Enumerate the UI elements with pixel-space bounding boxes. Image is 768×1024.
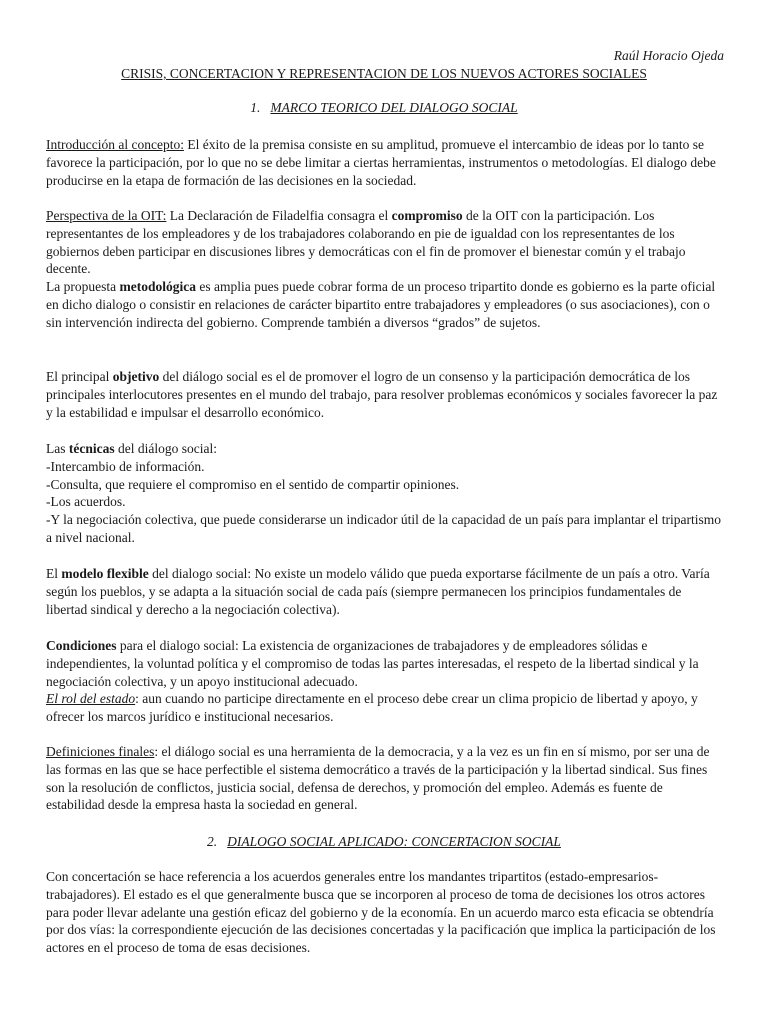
condiciones-text: para el dialogo social: La existencia de organizaciones de trabajadores y de empleadores sólidas e independientes, la voluntad política y el compromiso de todas las partes interesadas, el respeto de la libertad sindical y la negociación colectiva, y un apoyo institucional adecuado. — [46, 638, 699, 689]
definiciones-label: Definiciones finales — [46, 744, 155, 759]
section-1-title: MARCO TEORICO DEL DIALOGO SOCIAL — [270, 100, 518, 115]
concertacion-text: Con concertación se hace referencia a los acuerdos generales entre los mandantes tripartitos (estado-empresarios-trabajadores). El estado es el que generalmente busca que se incorporen al proceso de toma de decisiones los otros actores para poder llevar adelante una gestión eficaz del gobierno y de la economía. En un acuerdo marco esta eficacia se obtendría por dos vías: la correspondiente ejecución de las decisiones concertadas y la pacificación que implica la participación de los actores en el proceso de toma de esas decisiones. — [46, 869, 716, 956]
intro-paragraph — [46, 136, 722, 189]
modelo-text-a: El — [46, 566, 62, 581]
modelo-text-b: del dialogo social: No existe un modelo válido que pueda exportarse fácilmente de un país a otro. Varía según los pueblos, y se adapta a la situación social de cada país (siempre permanecen los principios fundamentales de libertad sindical y derecho a la negociación colectiva). — [46, 566, 710, 617]
condiciones-paragraph — [46, 637, 722, 726]
section-1-number: 1. — [250, 100, 261, 115]
objetivo-text-a: El principal — [46, 369, 113, 384]
tecnicas-item: -Y la negociación colectiva, que puede considerarse un indicador útil de la capacidad de un país para implantar el tripartismo a nivel nacional. — [46, 512, 721, 545]
tecnicas-text-a: Las — [46, 441, 69, 456]
oit-paragraph — [46, 207, 722, 332]
section-2-title: DIALOGO SOCIAL APLICADO: CONCERTACION SOCIAL — [227, 834, 561, 849]
tecnicas-paragraph — [46, 440, 722, 547]
oit-text-a: La Declaración de Filadelfia consagra el — [166, 208, 392, 223]
definiciones-paragraph — [46, 743, 722, 814]
section-1-heading — [0, 100, 768, 116]
section-2-number: 2. — [207, 834, 218, 849]
oit-label: Perspectiva de la OIT: — [46, 208, 167, 223]
objetivo-text-b: del diálogo social es el de promover el logro de un consenso y la participación democrática de los principales interlocutores presentes en el mundo del trabajo, para resolver problemas económicos y sociales favorecer la paz y la estabilidad e impulsar el desarrollo económico. — [46, 369, 718, 420]
concertacion-paragraph — [46, 868, 722, 957]
condiciones-bold: Condiciones — [46, 638, 117, 653]
intro-label: Introducción al concepto: — [46, 137, 184, 152]
oit-text-b: de la OIT con la participación. Los representantes de los empleadores y de los trabajadores colaborando en pie de igualdad con los representantes de los gobiernos deben participar en discusiones libres y democráticas con el fin de promover el bienestar común y el trabajo decente. — [46, 208, 686, 277]
objetivo-paragraph — [46, 368, 722, 421]
rol-estado-label: El rol del estado — [46, 691, 136, 707]
tecnicas-text-b: del diálogo social: — [114, 441, 217, 456]
oit-bold: compromiso — [391, 208, 463, 223]
document-title: CRISIS, CONCERTACION Y REPRESENTACION DE LOS NUEVOS ACTORES SOCIALES — [121, 66, 647, 81]
objetivo-bold: objetivo — [112, 369, 160, 384]
tecnicas-item: -Consulta, que requiere el compromiso en el sentido de compartir opiniones. — [46, 476, 460, 492]
modelo-bold: modelo flexible — [61, 566, 149, 581]
metodologica-text-a: La propuesta — [46, 279, 120, 295]
modelo-paragraph — [46, 565, 722, 618]
definiciones-text: : el diálogo social es una herramienta de la democracia, y a la vez es un fin en sí mismo, por ser una de las formas en las que se hace perfectible el sistema democrático a través de la participación y la libertad sindical. Sus fines son la resolución de conflictos, justicia social, defensa de derechos, y promoción del empleo. Además es fuente de estabilidad desde la empresa hasta la sociedad en general. — [46, 744, 710, 813]
intro-text: El éxito de la premisa consiste en su amplitud, promueve el intercambio de ideas por lo tanto se favorece la participación, por lo que no se debe limitar a ciertas herramientas, instrumentos o metodologías. El dialogo debe producirse en la etapa de formación de las decisiones en la sociedad. — [46, 137, 716, 188]
tecnicas-item: -Intercambio de información. — [46, 458, 205, 474]
section-2-heading — [0, 834, 768, 850]
metodologica-text-b: es amplia pues puede cobrar forma de un proceso tripartito donde es gobierno es la parte oficial en dicho dialogo o consistir en relaciones de carácter bipartito entre trabajadores y empleadores (o sus asociaciones), con o sin intervención indirecta del gobierno. Comprende también a diversos “grados” de sujetos. — [46, 279, 716, 330]
author-name: Raúl Horacio Ojeda — [613, 48, 724, 63]
tecnicas-bold: técnicas — [68, 441, 115, 456]
metodologica-bold: metodológica — [119, 279, 196, 295]
rol-estado-text: : aun cuando no participe directamente en el proceso debe crear un clima propicio de libertad y apoyo, y ofrecer los marcos jurídico e institucional necesarios. — [46, 691, 698, 725]
tecnicas-item: -Los acuerdos. — [46, 494, 126, 510]
